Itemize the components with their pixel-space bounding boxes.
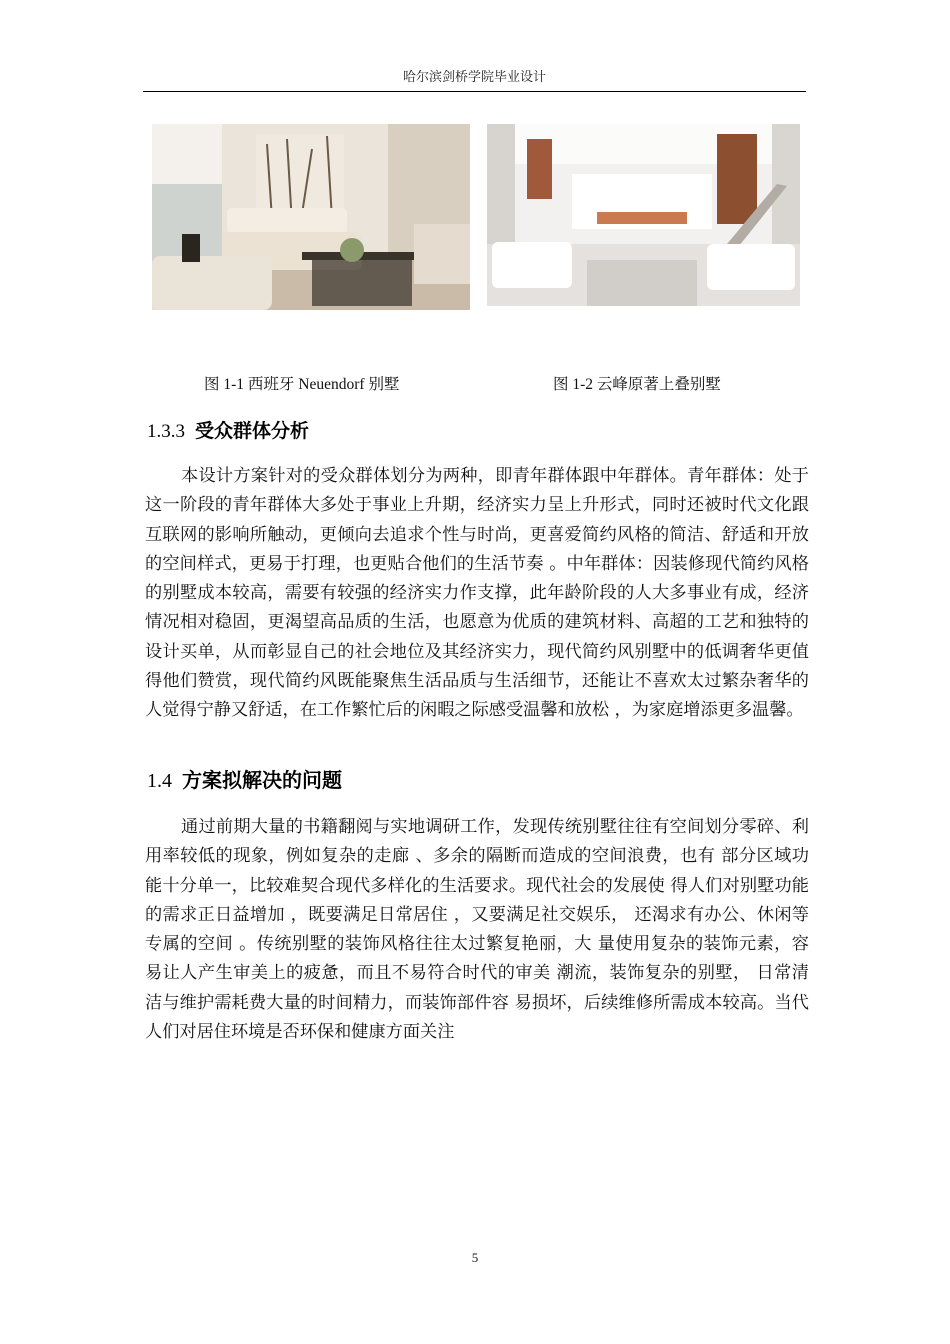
section-number: 1.3.3	[147, 421, 185, 442]
page-header: 哈尔滨剑桥学院毕业设计	[143, 66, 806, 92]
paragraph-audience-analysis: 本设计方案针对的受众群体划分为两种，即青年群体跟中年群体。青年群体：处于这一阶段的青年群体大多处于事业上升期，经济实力呈上升形式，同时还被时代文化跟互联网的影响所触动，更倾向去追求个性与时尚，更喜爱简约风格的简洁、舒适和开放的空间样式，更易于打理，也更贴合他们的生活节奏 。中年群体：因装修现代简约风格的别墅成本较高，需要有较强的经济实力作支撑，此年龄阶段的人大多事业有成，经济情况相对稳固，更渴望高品质的生活，也愿意为优质的建筑材料、高超的工艺和独特的设计买单，从而彰显自己的社会地位及其经济实力，现代简约风别墅中的低调奢华更值得他们赞赏，现代简约风既能聚焦生活品质与生活细节，还能让不喜欢太过繁杂奢华的人觉得宁静又舒适，在工作繁忙后的闲暇之际感受温馨和放松 ，为家庭增添更多温馨。	[145, 466, 809, 721]
paragraph-problems: 通过前期大量的书籍翻阅与实地调研工作，发现传统别墅往往有空间划分零碎、利用率较低的现象，例如复杂的走廊 、多余的隔断而造成的空间浪费，也有 部分区域功能十分单一，比较难契合现代多样化的生活要求。现代社会的发展使 得人们对别墅功能的需求正日益增加 ，既要满足日常居住 ，又要满足社交娱乐， 还渴求有办公、休闲等专属的空间 。传统别墅的装饰风格往往太过繁复艳丽，大 量使用复杂的装饰元素，容易让人产生审美上的疲惫，而且不易符合时代的审美 潮流，装饰复杂的别墅， 日常清洁与维护需耗费大量的时间精力，而装饰部件容 易损坏，后续维修所需成本较高。当代人们对居住环境是否环保和健康方面关注	[145, 817, 809, 1043]
section-title: 方案拟解决的问题	[182, 768, 342, 792]
figure-caption-2: 图 1-2 云峰原著上叠别墅	[553, 376, 721, 393]
section-heading-1-4	[147, 764, 342, 793]
section-heading-1-3-3	[147, 416, 309, 443]
figure-caption-1: 图 1-1 西班牙 Neuendorf 别墅	[204, 376, 400, 393]
figure-cloud-peak-villa	[487, 124, 800, 306]
page-number: 5	[471, 1250, 479, 1265]
section-number: 1.4	[147, 770, 172, 792]
section-title: 受众群体分析	[195, 420, 310, 442]
figure-villa-living-room	[152, 124, 470, 310]
